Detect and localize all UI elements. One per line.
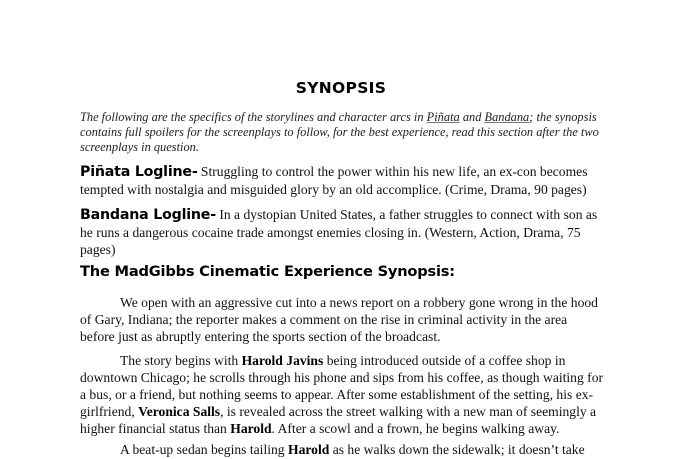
intro-paragraph (80, 110, 602, 155)
title-bandana: Bandana (484, 110, 530, 124)
logline-text: Struggling to control the power within his new life, an ex-con becomes tempted with nostalgia and misguided glory by an old accomplice. (Crime, Drama, 90 pages) (80, 164, 588, 197)
section-heading: The MadGibbs Cinematic Experience Synopsis: (80, 263, 455, 280)
synopsis-paragraph (80, 441, 604, 458)
logline-label: Piñata Logline- (80, 164, 198, 180)
paragraph-text: . After a scowl and a frown, he begins walking away. (271, 421, 560, 436)
logline-pinata (80, 163, 602, 198)
paragraph-text: A beat-up sedan begins tailing (120, 442, 288, 457)
title-pinata: Piñata (426, 110, 460, 124)
character-name: Harold Javins (241, 353, 324, 368)
synopsis-paragraph (80, 352, 604, 437)
intro-text: The following are the specifics of the storylines and character arcs in (80, 110, 427, 124)
character-name: Harold (288, 442, 330, 457)
paragraph-text: being introduced outside of a coffee shop in downtown Chicago; he scrolls through his phone and sips from his coffee, as though waiting for a bus, or a friend, but nothing seems to appear. After some establishment of the setting, his ex-girlfriend, (80, 353, 604, 419)
logline-bandana (80, 206, 602, 258)
intro-text: and (459, 110, 485, 124)
paragraph-text: , is revealed across the street walking with a new man of seemingly a higher financial status than (80, 404, 597, 436)
paragraph-text: as he walks down the sidewalk; it doesn’t take (329, 442, 585, 457)
logline-text: In a dystopian United States, a father struggles to connect with son as he runs a dangerous cocaine trade amongst enemies closing in. (Western, Action, Drama, 75 pages) (80, 207, 598, 257)
synopsis-paragraph: We open with an aggressive cut into a news report on a robbery gone wrong in the hood of Gary, Indiana; the reporter makes a comment on the rise in criminal activity in the area before just as abruptly entering the sports section of the broadcast. (80, 295, 598, 344)
intro-text: ; the synopsis contains full spoilers for the screenplays to follow, for the best experience, read this section after the two screenplays in question. (80, 110, 599, 154)
logline-label: Bandana Logline- (80, 207, 216, 223)
paragraph-text: The story begins with (120, 353, 242, 368)
page-title: SYNOPSIS (295, 79, 387, 97)
character-name: Harold (230, 421, 272, 436)
character-name: Veronica Salls (138, 404, 221, 419)
